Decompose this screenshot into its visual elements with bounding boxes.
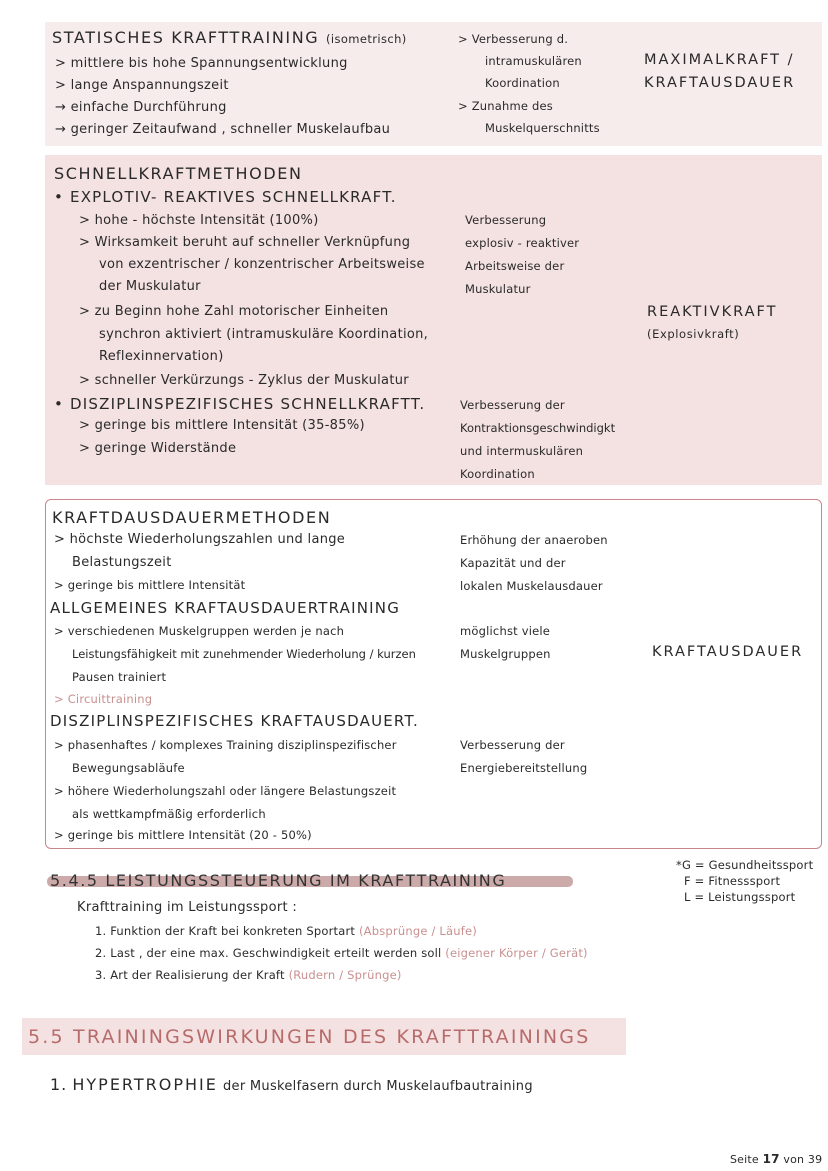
- item-number: 3.: [95, 968, 107, 982]
- statisch-result: KRAFTAUSDAUER: [644, 75, 796, 91]
- section-545-heading: 5.4.5 LEISTUNGSSTEUERUNG IM KRAFTTRAINING: [50, 871, 507, 890]
- schnell-result-note: (Explosivkraft): [647, 327, 740, 341]
- ausdauer-item: > höchste Wiederholungszahlen und lange: [54, 532, 346, 547]
- ausdauer-effect: lokalen Muskelausdauer: [460, 579, 603, 593]
- statisch-result: MAXIMALKRAFT /: [644, 52, 795, 68]
- statisch-title: [52, 28, 407, 47]
- ausdauer-item: > geringe bis mittlere Intensität (20 - 50%): [54, 828, 312, 842]
- statisch-title-note: (isometrisch): [325, 32, 407, 46]
- page-footer: [730, 1152, 822, 1166]
- statisch-item: > lange Anspannungszeit: [55, 78, 229, 93]
- item-number: 1.: [50, 1075, 68, 1094]
- statisch-effect: Muskelquerschnitts: [485, 121, 600, 135]
- item-text: Art der Realisierung der Kraft: [110, 968, 285, 982]
- section-55-heading: 5.5 TRAININGSWIRKUNGEN DES KRAFTTRAININGS: [28, 1026, 591, 1048]
- ausdauer-result: KRAFTAUSDAUER: [652, 644, 804, 660]
- item-note: (Absprünge / Läufe): [358, 924, 477, 938]
- section-545-item: [95, 968, 402, 982]
- ausdauer-item: > phasenhaftes / komplexes Training disziplinspezifischer: [54, 738, 397, 752]
- schnell-effect: Arbeitsweise der: [465, 259, 565, 273]
- schnell-item: Reflexinnervation): [99, 349, 224, 364]
- statisch-box: [45, 22, 822, 146]
- schnell-item: > hohe - höchste Intensität (100%): [79, 213, 319, 228]
- statisch-effect: intramuskulären: [485, 54, 582, 68]
- schnell-item: der Muskulatur: [99, 279, 201, 294]
- hypertrophie-text: der Muskelfasern durch Muskelaufbautraining: [222, 1079, 533, 1094]
- schnell-item: von exzentrischer / konzentrischer Arbeitsweise: [99, 257, 425, 272]
- schnell-box: [45, 155, 822, 485]
- statisch-effect: Koordination: [485, 76, 560, 90]
- ausdauer-effect: möglichst viele: [460, 624, 551, 638]
- schnell-effect: Koordination: [460, 467, 535, 481]
- ausdauer-item: Pausen trainiert: [72, 670, 167, 684]
- schnell-effect: Verbesserung: [465, 213, 547, 227]
- ausdauer-item: > höhere Wiederholungszahl oder längere Belastungszeit: [54, 784, 397, 798]
- item-number: 2.: [95, 946, 107, 960]
- ausdauer-item: Leistungsfähigkeit mit zunehmender Wiederholung / kurzen: [72, 647, 416, 661]
- schnell-item: > schneller Verkürzungs - Zyklus der Muskulatur: [79, 373, 409, 388]
- schnell-title: SCHNELLKRAFTMETHODEN: [54, 164, 303, 183]
- statisch-title-text: STATISCHES KRAFTTRAINING: [52, 28, 320, 47]
- schnell-item: synchron aktiviert (intramuskuläre Koordination,: [99, 327, 429, 342]
- ausdauer-effect: Kapazität und der: [460, 556, 566, 570]
- schnell-effect: und intermuskulären: [460, 444, 584, 458]
- ausdauer-effect: Energiebereitstellung: [460, 761, 588, 775]
- legend-l: L = Leistungssport: [684, 890, 796, 904]
- ausdauer-item: Belastungszeit: [72, 555, 172, 570]
- item-text: Last , der eine max. Geschwindigkeit erteilt werden soll: [110, 946, 442, 960]
- statisch-effect: > Zunahme des: [458, 99, 553, 113]
- schnell-sub-explosiv: • EXPLOTIV- REAKTIVES SCHNELLKRAFT.: [54, 188, 397, 206]
- section-55-banner: [22, 1018, 626, 1055]
- ausdauer-effect: Muskelgruppen: [460, 647, 551, 661]
- schnell-effect: Muskulatur: [465, 282, 531, 296]
- schnell-sub-disziplin: • DISZIPLINSPEZIFISCHES SCHNELLKRAFTT.: [54, 395, 426, 413]
- schnell-effect: Kontraktionsgeschwindigkt: [460, 421, 616, 435]
- ausdauer-box: [45, 499, 822, 849]
- ausdauer-title: KRAFTDAUSDAUERMETHODEN: [52, 508, 332, 527]
- footer-mid: von: [783, 1153, 805, 1166]
- schnell-item: > Wirksamkeit beruht auf schneller Verknüpfung: [79, 235, 411, 250]
- schnell-effect: Verbesserung der: [460, 398, 565, 412]
- ausdauer-effect: Erhöhung der anaeroben: [460, 533, 608, 547]
- schnell-item: > zu Beginn hohe Zahl motorischer Einheiten: [79, 304, 389, 319]
- section-545-item: [95, 946, 588, 960]
- ausdauer-item: als wettkampfmäßig erforderlich: [72, 807, 266, 821]
- legend-g: *G = Gesundheitssport: [676, 858, 814, 872]
- ausdauer-item: Bewegungsabläufe: [72, 761, 185, 775]
- schnell-result: REAKTIVKRAFT: [647, 304, 778, 320]
- section-55-item: [50, 1075, 533, 1094]
- statisch-item: > mittlere bis hohe Spannungsentwicklung: [55, 56, 348, 71]
- statisch-item: → geringer Zeitaufwand , schneller Muskelaufbau: [55, 122, 391, 137]
- item-note: (eigener Körper / Gerät): [445, 946, 588, 960]
- section-545-item: [95, 924, 477, 938]
- footer-prefix: Seite: [730, 1153, 759, 1166]
- section-545-intro: Krafttraining im Leistungssport :: [77, 900, 298, 915]
- ausdauer-sub-allgemein: ALLGEMEINES KRAFTAUSDAUERTRAINING: [50, 599, 401, 617]
- item-text: Funktion der Kraft bei konkreten Sportart: [110, 924, 356, 938]
- footer-page-number: 17: [762, 1152, 780, 1166]
- footer-total: 39: [807, 1153, 823, 1166]
- item-note: (Rudern / Sprünge): [288, 968, 402, 982]
- ausdauer-sub-disziplin: DISZIPLINSPEZIFISCHES KRAFTAUSDAUERT.: [50, 712, 420, 730]
- circuittraining: > Circuittraining: [54, 692, 153, 706]
- statisch-item: → einfache Durchführung: [55, 100, 227, 115]
- statisch-effect: > Verbesserung d.: [458, 32, 569, 46]
- schnell-effect: explosiv - reaktiver: [465, 236, 580, 250]
- legend-f: F = Fitnesssport: [684, 874, 781, 888]
- item-number: 1.: [95, 924, 107, 938]
- ausdauer-item: > verschiedenen Muskelgruppen werden je nach: [54, 624, 345, 638]
- ausdauer-item: > geringe bis mittlere Intensität: [54, 578, 246, 592]
- ausdauer-effect: Verbesserung der: [460, 738, 565, 752]
- schnell-item: > geringe bis mittlere Intensität (35-85%): [79, 418, 365, 433]
- schnell-item: > geringe Widerstände: [79, 441, 237, 456]
- hypertrophie-label: HYPERTROPHIE: [72, 1075, 218, 1094]
